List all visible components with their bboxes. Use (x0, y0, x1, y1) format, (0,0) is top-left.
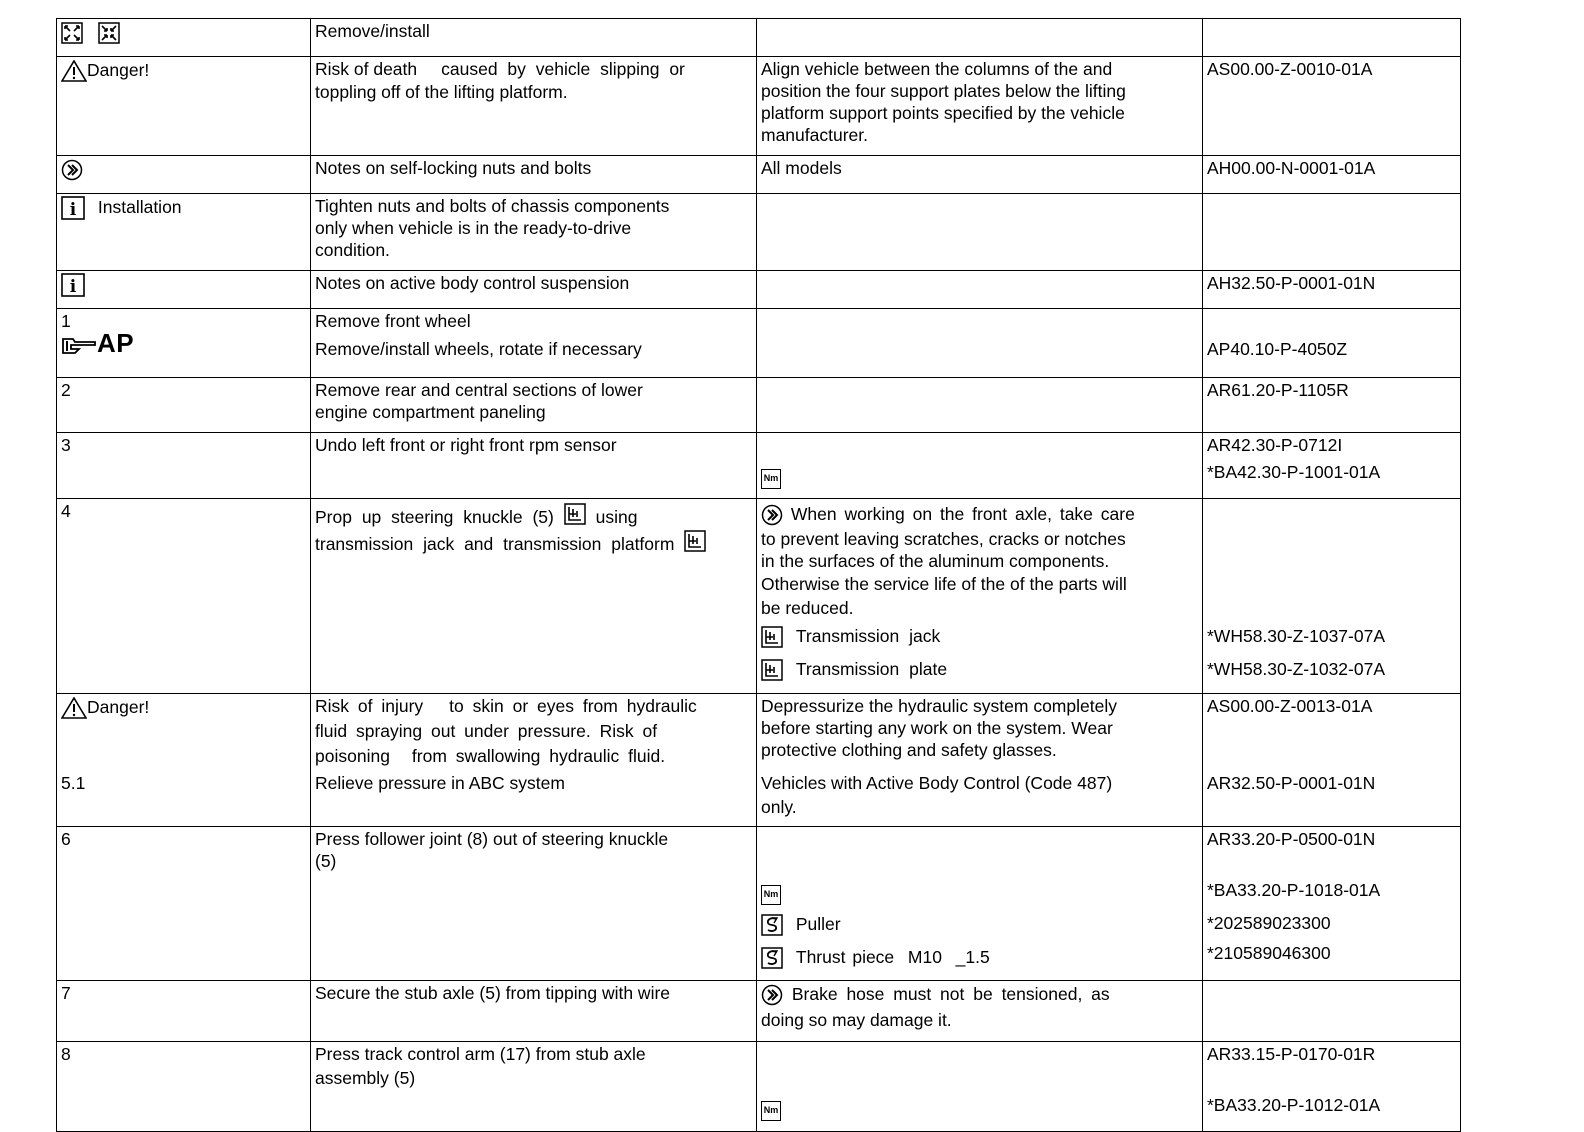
step-text: Remove/install (315, 21, 430, 41)
table-row (57, 433, 1461, 499)
note-arrow-circle-icon (761, 984, 783, 1006)
instruction-text: When working on the front axle, take care (790, 504, 1135, 524)
instruction-text: Otherwise the service life of the of the parts will (761, 574, 1127, 594)
step-text: Secure the stub axle (5) from tipping with wire (315, 983, 671, 1003)
document-reference: *WH58.30-Z-1037-07A (1207, 626, 1385, 646)
document-reference: AS00.00-Z-0010-01A (1207, 59, 1373, 79)
document-reference: *BA33.20-P-1012-01A (1207, 1095, 1381, 1115)
document-reference: AP40.10-P-4050Z (1207, 339, 1348, 359)
document-reference: AR32.50-P-0001-01N (1207, 773, 1376, 793)
instruction-text: protective clothing and safety glasses. (761, 740, 1057, 760)
instruction-text: Brake hose must not be tensioned, as (791, 984, 1110, 1004)
table-row (57, 378, 1461, 433)
torque-nm-icon: Nm (761, 885, 781, 905)
table-row (57, 827, 1461, 981)
instruction-text: Depressurize the hydraulic system completely (761, 696, 1117, 716)
procedure-table (56, 18, 1461, 1132)
step-text: Remove/install wheels, rotate if necessary (315, 339, 642, 359)
document-reference: *WH58.30-Z-1032-07A (1207, 659, 1385, 679)
workshop-equipment-icon (684, 530, 706, 552)
table-row (57, 499, 1461, 694)
instruction-text: before starting any work on the system. Wear (761, 718, 1113, 738)
instruction-text: position the four support plates below the lifting (761, 81, 1126, 101)
instruction-text: Align vehicle between the columns of the and (761, 59, 1113, 79)
step-text: only when vehicle is in the ready-to-drive (315, 218, 632, 238)
tool-name: Thrust piece M10 _1.5 (795, 947, 990, 967)
special-tool-icon (761, 914, 783, 936)
installation-label: Installation (97, 197, 182, 217)
table-row (57, 57, 1461, 156)
instruction-text: manufacturer. (761, 125, 868, 145)
step-text: Relieve pressure in ABC system (315, 773, 565, 793)
table-row (57, 19, 1461, 57)
document-reference: *BA33.20-P-1018-01A (1207, 880, 1381, 900)
step-number: 4 (61, 501, 71, 521)
table-row (57, 694, 1461, 827)
step-text: Press follower joint (8) out of steering knuckle (315, 829, 669, 849)
instruction-text: only. (761, 797, 797, 817)
document-reference: AS00.00-Z-0013-01A (1207, 696, 1373, 716)
note-arrow-circle-icon (61, 159, 83, 181)
table-row (57, 271, 1461, 309)
document-reference: AH32.50-P-0001-01N (1207, 273, 1376, 293)
step-number: 6 (61, 829, 71, 849)
danger-label: Danger! (87, 60, 150, 80)
step-text: engine compartment paneling (315, 402, 546, 422)
collapse-arrows-icon (98, 22, 120, 44)
ap-label: AP (97, 328, 135, 358)
instruction-text: to prevent leaving scratches, cracks or notches (761, 529, 1126, 549)
step-text: Press track control arm (17) from stub axle (315, 1044, 646, 1064)
danger-text: from swallowing hydraulic fluid. (411, 746, 666, 766)
step-text: (5) (315, 851, 337, 871)
tool-name: Puller (795, 914, 841, 934)
expand-arrows-icon (61, 22, 83, 44)
danger-text: toppling off of the lifting platform. (315, 82, 568, 102)
step-number: 8 (61, 1044, 71, 1064)
table-row (57, 309, 1461, 378)
svg-text:i: i (69, 200, 77, 221)
table-row (57, 1042, 1461, 1132)
step-number: 7 (61, 983, 71, 1003)
document-reference: AR61.20-P-1105R (1207, 380, 1349, 400)
table-row (57, 156, 1461, 194)
torque-nm-icon: Nm (761, 1101, 781, 1121)
danger-text: Risk of death (315, 59, 418, 79)
step-number: 2 (61, 380, 71, 400)
table-row (57, 981, 1461, 1042)
instruction-text: be reduced. (761, 598, 854, 618)
step-text: Notes on active body control suspension (315, 273, 630, 293)
document-reference: AH00.00-N-0001-01A (1207, 158, 1376, 178)
workshop-equipment-icon (564, 503, 586, 525)
step-text: using (595, 507, 638, 527)
tool-name: Transmission plate (795, 659, 948, 679)
step-number: 1 (61, 311, 71, 331)
instruction-text: doing so may damage it. (761, 1010, 952, 1030)
warning-triangle-icon (61, 697, 87, 719)
instruction-text: Vehicles with Active Body Control (Code 487) (761, 773, 1113, 793)
step-number: 5.1 (61, 773, 86, 793)
step-text: Remove front wheel (315, 311, 471, 331)
danger-text: fluid spraying out under pressure. Risk of (315, 721, 658, 741)
step-text: assembly (5) (315, 1068, 416, 1088)
table-row (57, 194, 1461, 271)
step-text: condition. (315, 240, 390, 260)
document-reference: AR33.15-P-0170-01R (1207, 1044, 1376, 1064)
document-reference: AR42.30-P-0712I (1207, 435, 1343, 455)
svg-text:i: i (69, 277, 77, 298)
workshop-equipment-icon (761, 626, 783, 648)
info-box-icon (61, 273, 85, 297)
note-arrow-circle-icon (761, 504, 783, 526)
torque-nm-icon: Nm (761, 469, 781, 489)
danger-label: Danger! (87, 697, 150, 717)
step-text: Undo left front or right front rpm sensor (315, 435, 617, 455)
warning-triangle-icon (61, 60, 87, 82)
info-box-icon (61, 196, 85, 220)
document-reference: *BA42.30-P-1001-01A (1207, 462, 1381, 482)
step-number: 3 (61, 435, 71, 455)
document-reference: *202589023300 (1207, 913, 1331, 933)
step-text: Notes on self-locking nuts and bolts (315, 158, 592, 178)
instruction-text: All models (761, 158, 842, 178)
danger-text: Risk of injury (315, 696, 424, 716)
step-text: Tighten nuts and bolts of chassis components (315, 196, 670, 216)
instruction-text: platform support points specified by the vehicle (761, 103, 1125, 123)
document-reference: *210589046300 (1207, 943, 1331, 963)
danger-text: caused by vehicle slipping or (441, 59, 685, 79)
pointing-hand-icon (61, 333, 97, 357)
step-text: Remove rear and central sections of lower (315, 380, 643, 400)
step-text: Prop up steering knuckle (5) (315, 507, 554, 527)
special-tool-icon (761, 947, 783, 969)
danger-text: poisoning (315, 746, 390, 766)
document-reference: AR33.20-P-0500-01N (1207, 829, 1376, 849)
tool-name: Transmission jack (795, 626, 941, 646)
instruction-text: in the surfaces of the aluminum components. (761, 551, 1110, 571)
workshop-equipment-icon (761, 659, 783, 681)
step-text: transmission jack and transmission platform (315, 534, 675, 554)
danger-text: to skin or eyes from hydraulic (449, 696, 697, 716)
